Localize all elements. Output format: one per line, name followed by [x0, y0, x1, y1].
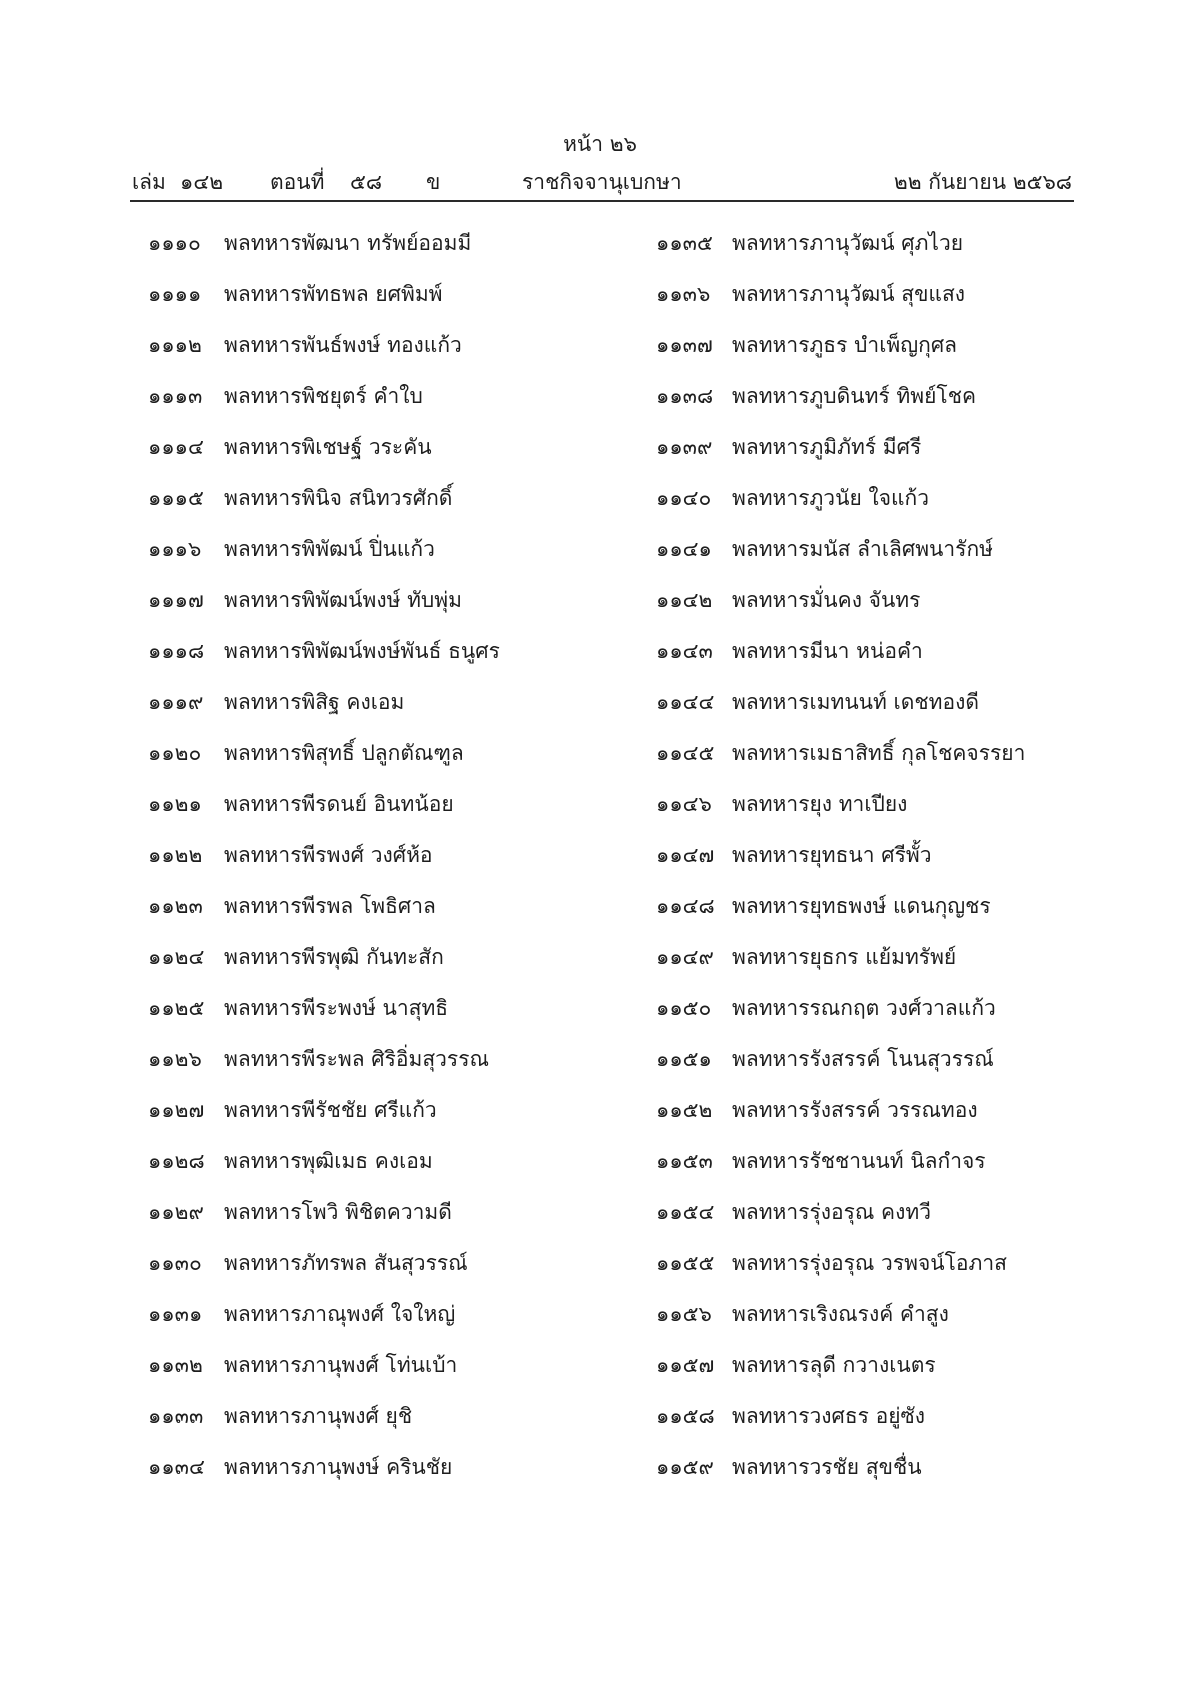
- entry-name: พลทหารรังสรรค์ โนนสุวรรณ์: [732, 1047, 994, 1071]
- entry-name: พลทหารยุธกร แย้มทรัพย์: [732, 945, 957, 969]
- section-letter: ข: [426, 170, 441, 194]
- entry-name: พลทหารภานุวัฒน์ สุขแสง: [732, 282, 966, 306]
- entry-name: พลทหารภานุพงศ์ ยุชิ: [224, 1404, 413, 1428]
- publication-date: ๒๒ กันยายน ๒๕๖๘: [893, 170, 1072, 194]
- list-item: [656, 891, 1096, 942]
- list-item: [656, 330, 1096, 381]
- list-item: [656, 1197, 1096, 1248]
- list-item: [656, 381, 1096, 432]
- list-item: [656, 228, 1096, 279]
- entry-number: ๑๑๓๗: [656, 333, 713, 357]
- entry-number: ๑๑๑๖: [148, 537, 202, 561]
- entry-number: ๑๑๓๕: [656, 231, 713, 255]
- entry-name: พลทหารพิพัฒน์ ปิ่นแก้ว: [224, 537, 435, 561]
- header-rule: [130, 200, 1074, 202]
- entry-name: พลทหารยุง ทาเปียง: [732, 792, 908, 816]
- entry-number: ๑๑๑๑: [148, 282, 202, 306]
- entry-name: พลทหารรณกฤต วงศ์วาลแก้ว: [732, 996, 996, 1020]
- list-item: [148, 483, 618, 534]
- entry-name: พลทหารภัทรพล สันสุวรรณ์: [224, 1251, 468, 1275]
- issue-label: ตอนที่: [270, 170, 325, 194]
- entry-name: พลทหารพิพัฒน์พงษ์พันธ์ ธนูศร: [224, 639, 500, 663]
- entry-number: ๑๑๕๒: [656, 1098, 713, 1122]
- list-item: [656, 1248, 1096, 1299]
- entry-number: ๑๑๓๒: [148, 1353, 203, 1377]
- entry-name: พลทหารวงศธร อยู่ซัง: [732, 1404, 926, 1428]
- list-item: [656, 840, 1096, 891]
- entry-number: ๑๑๕๔: [656, 1200, 715, 1224]
- entry-name: พลทหารรุ่งอรุณ คงทวี: [732, 1200, 931, 1224]
- entry-number: ๑๑๕๗: [656, 1353, 715, 1377]
- list-item: [148, 585, 618, 636]
- list-item: [656, 942, 1096, 993]
- entry-number: ๑๑๕๖: [656, 1302, 712, 1326]
- entry-number: ๑๑๑๐: [148, 231, 201, 255]
- entry-number: ๑๑๓๑: [148, 1302, 203, 1326]
- list-item: [656, 636, 1096, 687]
- entry-number: ๑๑๒๕: [148, 996, 205, 1020]
- list-item: [148, 1044, 618, 1095]
- entry-name: พลทหารยุทธพงษ์ แดนกุญชร: [732, 894, 991, 918]
- entry-name: พลทหารรุ่งอรุณ วรพจน์โอภาส: [732, 1251, 1007, 1275]
- list-item: [656, 738, 1096, 789]
- list-item: [148, 891, 618, 942]
- entry-name: พลทหารยุทธนา ศรีพั้ว: [732, 843, 932, 867]
- entry-name: พลทหารพิสิฐ คงเอม: [224, 690, 405, 714]
- entry-number: ๑๑๒๔: [148, 945, 205, 969]
- entry-number: ๑๑๑๘: [148, 639, 205, 663]
- list-item: [148, 381, 618, 432]
- list-item: [656, 1146, 1096, 1197]
- entry-name: พลทหารมนัส ลำเลิศพนารักษ์: [732, 537, 994, 561]
- entry-number: ๑๑๒๙: [148, 1200, 204, 1224]
- entry-number: ๑๑๒๘: [148, 1149, 205, 1173]
- entry-number: ๑๑๑๗: [148, 588, 204, 612]
- list-item: [656, 1401, 1096, 1452]
- entry-number: ๑๑๒๒: [148, 843, 203, 867]
- entry-name: พลทหารพิสุทธิ์ ปลูกตัณฑูล: [224, 741, 464, 765]
- entry-number: ๑๑๓๘: [656, 384, 714, 408]
- list-item: [148, 228, 618, 279]
- entry-number: ๑๑๓๙: [656, 435, 713, 459]
- entry-name: พลทหารภูวนัย ใจแก้ว: [732, 486, 930, 510]
- entry-number: ๑๑๒๖: [148, 1047, 202, 1071]
- entry-name: พลทหารภานุพงศ์ โท่นเบ้า: [224, 1353, 458, 1377]
- left-name-list: [148, 228, 618, 1503]
- list-item: [656, 483, 1096, 534]
- entry-name: พลทหารพีระพล ศิริอิ่มสุวรรณ: [224, 1047, 489, 1071]
- list-item: [148, 1299, 618, 1350]
- entry-name: พลทหารรัชชานนท์ นิลกำจร: [732, 1149, 986, 1173]
- list-item: [148, 636, 618, 687]
- list-item: [656, 585, 1096, 636]
- entry-number: ๑๑๔๓: [656, 639, 713, 663]
- list-item: [148, 1452, 618, 1503]
- list-item: [656, 279, 1096, 330]
- list-item: [148, 330, 618, 381]
- entry-number: ๑๑๒๓: [148, 894, 203, 918]
- list-item: [148, 789, 618, 840]
- entry-number: ๑๑๑๕: [148, 486, 204, 510]
- entry-name: พลทหารพัทธพล ยศพิมพ์: [224, 282, 443, 306]
- list-item: [148, 1095, 618, 1146]
- entry-number: ๑๑๕๑: [656, 1047, 712, 1071]
- list-item: [656, 1044, 1096, 1095]
- entry-number: ๑๑๔๔: [656, 690, 715, 714]
- entry-number: ๑๑๒๐: [148, 741, 202, 765]
- entry-name: พลทหารพีระพงษ์ นาสุทธิ: [224, 996, 449, 1020]
- list-item: [148, 1350, 618, 1401]
- entry-name: พลทหารพินิจ สนิทวรศักดิ์: [224, 486, 453, 510]
- entry-name: พลทหารภานุพงษ์ ครินชัย: [224, 1455, 453, 1479]
- entry-name: พลทหารพีรัชชัย ศรีแก้ว: [224, 1098, 437, 1122]
- entry-number: ๑๑๔๐: [656, 486, 712, 510]
- entry-name: พลทหารมีนา หน่อคำ: [732, 639, 923, 663]
- entry-number: ๑๑๔๑: [656, 537, 712, 561]
- entry-number: ๑๑๒๗: [148, 1098, 205, 1122]
- list-item: [148, 1401, 618, 1452]
- entry-name: พลทหารมั่นคง จันทร: [732, 588, 921, 612]
- entry-name: พลทหารภูบดินทร์ ทิพย์โชค: [732, 384, 977, 408]
- list-item: [656, 1350, 1096, 1401]
- entry-number: ๑๑๔๗: [656, 843, 715, 867]
- entry-name: พลทหารพันธ์พงษ์ ทองแก้ว: [224, 333, 462, 357]
- entry-name: พลทหารรังสรรค์ วรรณทอง: [732, 1098, 978, 1122]
- list-item: [148, 432, 618, 483]
- list-item: [656, 993, 1096, 1044]
- entry-name: พลทหารพิพัฒน์พงษ์ ทับพุ่ม: [224, 588, 462, 612]
- list-item: [656, 432, 1096, 483]
- entry-number: ๑๑๑๙: [148, 690, 204, 714]
- list-item: [148, 738, 618, 789]
- gazette-name: ราชกิจจานุเบกษา: [522, 170, 682, 194]
- entry-name: พลทหารพีรพล โพธิศาล: [224, 894, 436, 918]
- entry-number: ๑๑๒๑: [148, 792, 202, 816]
- issue-number: ๕๘: [350, 170, 383, 194]
- entry-number: ๑๑๓๓: [148, 1404, 204, 1428]
- page-number: หน้า ๒๖: [563, 132, 637, 156]
- list-item: [148, 1248, 618, 1299]
- entry-number: ๑๑๔๖: [656, 792, 712, 816]
- list-item: [148, 1197, 618, 1248]
- entry-name: พลทหารพิชยุตร์ คำใบ: [224, 384, 423, 408]
- entry-name: พลทหารวรชัย สุขชื่น: [732, 1455, 922, 1479]
- entry-name: พลทหารลุดี กวางเนตร: [732, 1353, 936, 1377]
- list-item: [148, 1146, 618, 1197]
- list-item: [656, 789, 1096, 840]
- entry-name: พลทหารโพวิ พิชิตความดี: [224, 1200, 452, 1224]
- list-item: [656, 1299, 1096, 1350]
- entry-number: ๑๑๕๙: [656, 1455, 714, 1479]
- entry-number: ๑๑๕๕: [656, 1251, 715, 1275]
- entry-name: พลทหารพีรพงศ์ วงศ์ห้อ: [224, 843, 433, 867]
- entry-number: ๑๑๔๘: [656, 894, 715, 918]
- list-item: [148, 840, 618, 891]
- list-item: [656, 534, 1096, 585]
- list-item: [148, 534, 618, 585]
- list-item: [148, 993, 618, 1044]
- list-item: [656, 687, 1096, 738]
- entry-number: ๑๑๔๒: [656, 588, 713, 612]
- entry-name: พลทหารพัฒนา ทรัพย์ออมมี: [224, 231, 472, 255]
- right-name-list: [656, 228, 1096, 1503]
- list-item: [148, 942, 618, 993]
- list-item: [148, 687, 618, 738]
- entry-name: พลทหารภูมิภัทร์ มีศรี: [732, 435, 922, 459]
- entry-number: ๑๑๕๘: [656, 1404, 715, 1428]
- entry-name: พลทหารพีรพุฒิ กันทะสัก: [224, 945, 444, 969]
- entry-name: พลทหารพิเชษฐ์ วระคัน: [224, 435, 432, 459]
- entry-name: พลทหารพุฒิเมธ คงเอม: [224, 1149, 433, 1173]
- list-item: [656, 1452, 1096, 1503]
- list-item: [148, 279, 618, 330]
- volume-number: ๑๔๒: [180, 170, 224, 194]
- entry-number: ๑๑๑๓: [148, 384, 203, 408]
- entry-number: ๑๑๓๐: [148, 1251, 202, 1275]
- entry-name: พลทหารภูธร บำเพ็ญกุศล: [732, 333, 958, 357]
- entry-number: ๑๑๔๙: [656, 945, 714, 969]
- entry-name: พลทหารภานุวัฒน์ ศุภไวย: [732, 231, 964, 255]
- entry-number: ๑๑๕๐: [656, 996, 712, 1020]
- volume-label: เล่ม: [132, 170, 166, 194]
- gazette-header: [132, 166, 1072, 196]
- entry-number: ๑๑๑๔: [148, 435, 204, 459]
- entry-name: พลทหารเมธาสิทธิ์ กุลโชคจรรยา: [732, 741, 1026, 765]
- entry-number: ๑๑๔๕: [656, 741, 715, 765]
- entry-name: พลทหารเริงณรงค์ คำสูง: [732, 1302, 949, 1326]
- entry-number: ๑๑๓๔: [148, 1455, 205, 1479]
- entry-name: พลทหารพีรดนย์ อินทน้อย: [224, 792, 454, 816]
- entry-name: พลทหารเมทนนท์ เดชทองดี: [732, 690, 979, 714]
- entry-name: พลทหารภาณุพงศ์ ใจใหญ่: [224, 1302, 456, 1326]
- list-item: [656, 1095, 1096, 1146]
- entry-number: ๑๑๕๓: [656, 1149, 713, 1173]
- entry-number: ๑๑๑๒: [148, 333, 202, 357]
- entry-number: ๑๑๓๖: [656, 282, 711, 306]
